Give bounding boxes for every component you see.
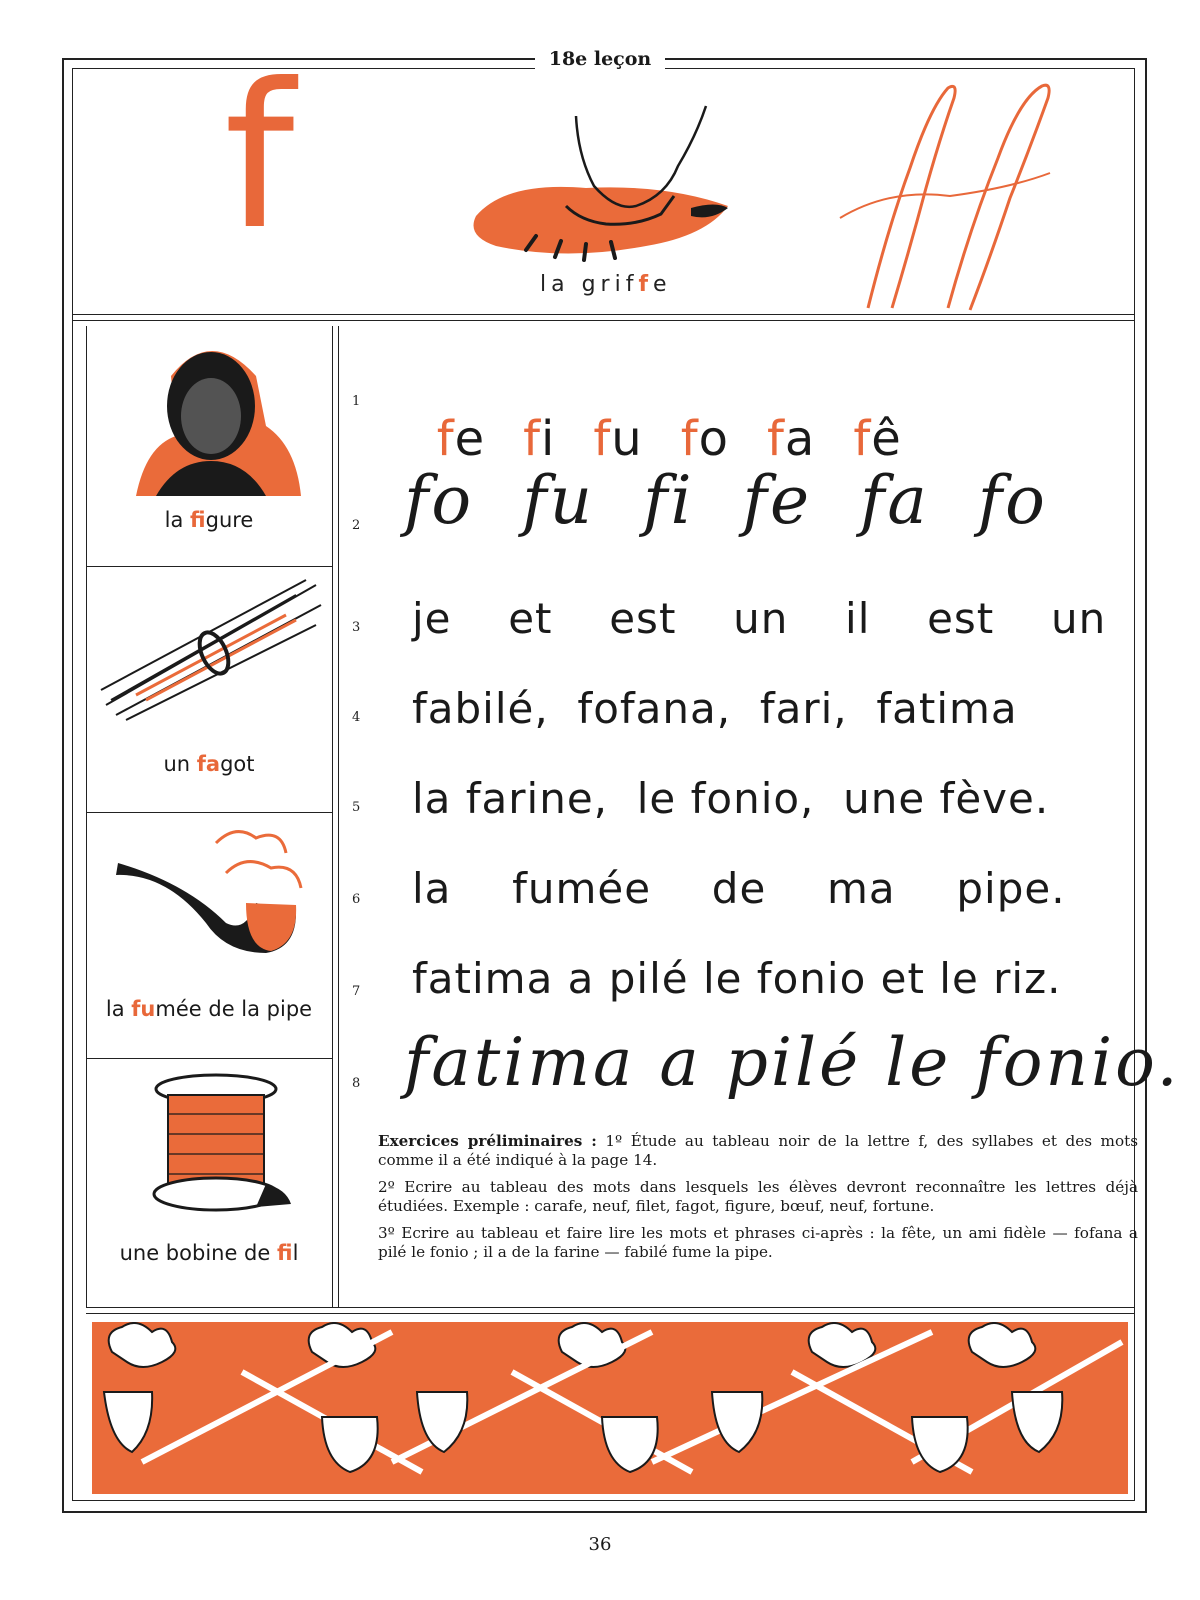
- exercise-1: Exercices préliminaires : 1º Étude au tableau noir de la lettre f, des syllabes et des mots comme il a été indiqué à la page 14.: [378, 1132, 1139, 1169]
- caption-la-fumee: la fumée de la pipe: [105, 997, 313, 1021]
- line-number: 7: [352, 984, 361, 999]
- syllable: fo: [680, 411, 729, 467]
- sentence-line-7: fatima a pilé le fonio et le riz.: [412, 954, 1062, 1003]
- line-number: 5: [352, 800, 361, 815]
- caption-une-bobine: une bobine de fil: [119, 1241, 299, 1265]
- line-number: 6: [352, 892, 361, 907]
- face-illustration: [116, 336, 306, 496]
- script-syllables-line: fo fu fi fe fa fo: [404, 462, 1048, 539]
- claw-illustration: [466, 96, 736, 276]
- line-number: 8: [352, 1076, 361, 1091]
- footer-divider: [86, 1307, 1134, 1308]
- footer-divider-double: [86, 1313, 1134, 1314]
- pipe-frieze-band: [92, 1322, 1128, 1494]
- line-number: 4: [352, 710, 361, 725]
- syllable: fi: [523, 411, 556, 467]
- header-divider: [72, 314, 1134, 315]
- sentence-line-4: fabilé, fofana, fari, fatima: [412, 684, 1018, 733]
- spool-illustration: [146, 1069, 296, 1219]
- exercise-3: 3º Ecrire au tableau et faire lire les mots et phrases ci-après : la fête, un ami fidèle — fofana a pilé le fonio ; il a de la farine — fabilé fume la pipe.: [378, 1224, 1138, 1261]
- lesson-title: 18e leçon: [0, 48, 1200, 70]
- pipe-smoke-illustration: [106, 823, 316, 973]
- sentence-line-6: la fumée de ma pipe.: [412, 864, 1066, 913]
- script-ff-letters: [830, 78, 1070, 314]
- sentence-line-3: je et est un il est un: [412, 594, 1107, 643]
- big-print-letter: f: [224, 41, 295, 274]
- exercise-2: 2º Ecrire au tableau des mots dans lesquels les élèves devront reconnaître les lettres déjà étudiées. Exemple : carafe, neuf, filet, fagot, figure, bœuf, neuf, fortune.: [378, 1178, 1138, 1215]
- picture-cell-figure: [86, 326, 332, 567]
- caption-un-fagot: un fagot: [163, 752, 255, 776]
- line-number: 1: [352, 394, 361, 409]
- sentence-line-5: la farine, le fonio, une fève.: [412, 774, 1050, 823]
- picture-cell-bobine: [86, 1059, 332, 1307]
- syllables-line: [408, 362, 902, 467]
- syllable: fa: [767, 411, 816, 467]
- picture-cell-pipe: [86, 813, 332, 1059]
- column-divider: [332, 326, 333, 1307]
- line-number: 3: [352, 620, 361, 635]
- syllable: fê: [853, 411, 902, 467]
- script-sentence-line: fatima a pilé le fonio.: [404, 1024, 1181, 1101]
- fagot-illustration: [96, 575, 326, 725]
- page-number: 36: [588, 1534, 612, 1555]
- keyword-la-griffe: la griffe: [540, 272, 672, 297]
- picture-cell-fagot: [86, 567, 332, 813]
- syllable: fu: [593, 411, 643, 467]
- exercises-block: [378, 1132, 1138, 1270]
- caption-la-figure: la figure: [164, 508, 254, 532]
- column-divider-double: [338, 326, 339, 1307]
- syllable: fe: [436, 411, 486, 467]
- line-number: 2: [352, 518, 361, 533]
- header-divider-double: [72, 320, 1134, 321]
- pipes-frieze-illustration: [92, 1322, 1128, 1494]
